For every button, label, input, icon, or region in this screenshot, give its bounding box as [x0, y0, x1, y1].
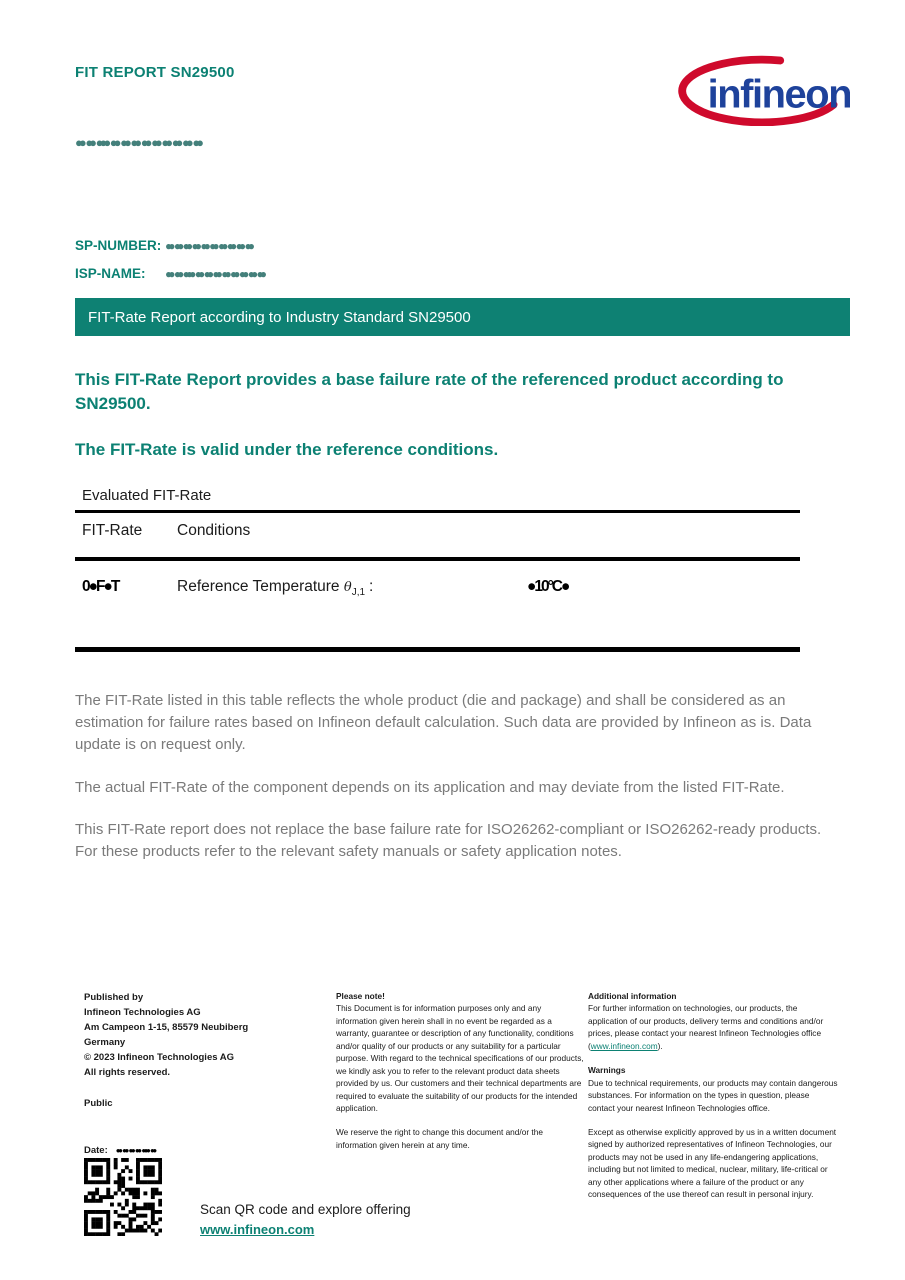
footer-note-column	[336, 990, 584, 1151]
date-value-masked: ●● ●● ●● ●● ●●● ●●	[115, 1146, 155, 1155]
date-row	[84, 1145, 155, 1156]
table-row	[75, 561, 800, 647]
logo-wordmark: infineon	[707, 72, 850, 117]
theta-symbol: θ	[343, 580, 352, 595]
note-heading: Please note!	[336, 991, 385, 1001]
paragraph-1: The FIT-Rate listed in this table reflects the whole product (die and package) and shall be considered as an estimation for failure rates based on Infineon default calculation. Such data are provided by Infineon as is. Data update is on request only.	[75, 692, 812, 754]
condition-label: Reference Temperature	[177, 578, 340, 595]
isp-name-value-masked: ●● ●● ●●● ●● ●● ●● ●● ●● ●● ●● ●●	[165, 266, 264, 281]
temperature-value-masked: ●10°C●	[527, 578, 569, 595]
note-body: This Document is for information purposes only and any information given herein shall in no event be regarded as a warranty, guarantee or description of any functionality, conditions and/or quality of our products or any suitability for a particular purpose. With regard to the technical specifications of our products, we kindly ask you to refer to the relevant product data sheets provided by us. Our customers and their technical departments are required to evaluate the suitability of our products for the intended application.	[336, 1003, 584, 1113]
qr-code	[84, 1158, 162, 1236]
paren-close: ).	[657, 1040, 663, 1051]
table-section-title: Evaluated FIT-Rate	[82, 487, 212, 504]
fit-rate-value-masked: 0●F●T	[82, 578, 119, 595]
classification-label: Public	[84, 1098, 113, 1109]
footer-published-column	[84, 990, 329, 1111]
fit-rate-table	[75, 487, 800, 652]
table-header-row	[75, 513, 800, 551]
sp-number-value-masked: ●● ●● ●● ●● ●● ●● ●● ●● ●● ●●	[165, 238, 251, 253]
body-text	[75, 690, 847, 883]
scan-offer-block	[200, 1202, 411, 1237]
masked-product-name: ●● ●● ●●● ●● ●● ●● ●● ●● ●● ●● ●● ●●	[75, 135, 201, 150]
additional-info-body	[588, 1002, 838, 1052]
isp-name-label: ISP-NAME:	[75, 266, 146, 281]
published-line: Infineon Technologies AG	[84, 1007, 201, 1018]
scan-text: Scan QR code and explore offering	[200, 1202, 411, 1217]
col-header-fit-rate: FIT-Rate	[82, 522, 143, 539]
additional-info-heading: Additional information	[588, 991, 677, 1001]
footer-legal-column	[588, 990, 838, 1201]
infineon-website-link[interactable]: www.infineon.com	[590, 1040, 658, 1051]
intro-heading-2: The FIT-Rate is valid under the reference conditions.	[75, 440, 499, 459]
sp-number-row	[75, 238, 251, 253]
spacer	[336, 1114, 584, 1126]
sp-number-label: SP-NUMBER:	[75, 238, 162, 253]
infineon-logo	[672, 52, 850, 131]
paragraph-3: This FIT-Rate report does not replace the base failure rate for ISO26262-compliant or ISO26262-ready products. For these products refer to the relevant safety manuals or safety application notes.	[75, 820, 822, 860]
disclaimer-body: Except as otherwise explicitly approved by us in a written document signed by authorized representatives of Infineon Technologies, our products may not be used in any life-endangering applications, including but not limited to medical, nuclear, military, life-critical or any other applications where a failure of the product or any consequences of the use thereof can result in personal injury.	[588, 1126, 837, 1200]
published-line: All rights reserved.	[84, 1067, 171, 1078]
warnings-heading: Warnings	[588, 1065, 626, 1076]
paragraph-2: The actual FIT-Rate of the component depends on its application and may deviate from the listed FIT-Rate.	[75, 778, 785, 796]
isp-name-row	[75, 266, 263, 281]
published-line: © 2023 Infineon Technologies AG	[84, 1052, 235, 1063]
date-label: Date:	[84, 1145, 108, 1156]
infineon-website-link[interactable]: www.infineon.com	[200, 1222, 315, 1237]
warnings-body: Due to technical requirements, our products may contain dangerous substances. For information on the types in question, please contact your nearest Infineon Technologies office.	[588, 1077, 838, 1113]
published-line: Published by	[84, 992, 144, 1003]
intro-heading-1: This FIT-Rate Report provides a base failure rate of the referenced product according to SN29500.	[75, 370, 784, 413]
paren-open: (	[588, 1040, 591, 1051]
condition-cell	[177, 578, 373, 598]
spacer	[588, 1114, 838, 1126]
spacer	[588, 1052, 838, 1064]
table-rule-bottom	[75, 647, 800, 652]
page-title: FIT REPORT SN29500	[75, 64, 235, 81]
condition-colon: :	[369, 578, 374, 595]
note-body-2: We reserve the right to change this document and/or the information given herein at any time.	[336, 1127, 543, 1150]
report-banner: FIT-Rate Report according to Industry Standard SN29500	[75, 298, 850, 336]
additional-info-text: For further information on technologies, our products, the application of our products, delivery terms and conditions and/or prices, please contact your nearest Infineon Technologies office	[588, 1003, 824, 1039]
footer	[75, 990, 850, 1200]
published-line: Germany	[84, 1037, 126, 1048]
theta-subscript: J,1	[351, 587, 366, 599]
col-header-conditions: Conditions	[177, 522, 251, 539]
published-line: Am Campeon 1-15, 85579 Neubiberg	[84, 1022, 249, 1033]
